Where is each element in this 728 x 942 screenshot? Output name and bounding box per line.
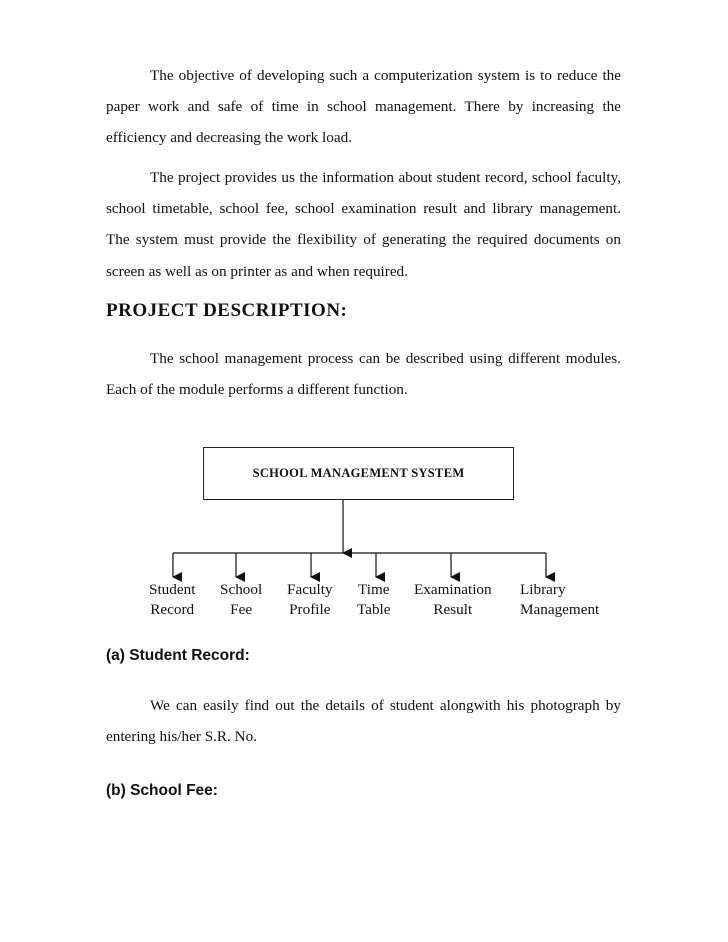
module-line: Management xyxy=(520,601,600,618)
module-school-fee xyxy=(220,580,262,620)
module-faculty-profile xyxy=(287,580,333,620)
project-description-heading: PROJECT DESCRIPTION: xyxy=(106,300,348,321)
module-line: Student xyxy=(149,581,196,598)
module-line: Result xyxy=(433,601,473,618)
module-line: Table xyxy=(357,601,391,618)
system-box: SCHOOL MANAGEMENT SYSTEM xyxy=(203,447,514,500)
module-line: Time xyxy=(357,581,390,598)
objective-paragraph: The objective of developing such a computerization system is to reduce the paper work and safe of time in school management. There by increasing the efficiency and decreasing the work load. xyxy=(106,67,621,147)
module-line: School xyxy=(220,581,263,598)
module-student-record xyxy=(149,580,195,620)
module-library-management xyxy=(520,580,599,620)
module-time-table xyxy=(357,580,391,620)
module-line: Library xyxy=(520,581,566,598)
school-fee-heading: (b) School Fee: xyxy=(106,782,218,799)
module-line: Record xyxy=(150,601,195,618)
process-paragraph: The school management process can be described using different modules. Each of the module performs a different function. xyxy=(106,350,621,399)
module-line: Examination xyxy=(414,581,492,598)
module-line: Profile xyxy=(289,601,331,618)
module-line: Faculty xyxy=(287,581,333,598)
student-record-heading: (a) Student Record: xyxy=(106,647,250,664)
module-examination-result xyxy=(414,580,492,620)
student-record-paragraph: We can easily find out the details of student alongwith his photograph by entering his/her S.R. No. xyxy=(106,697,621,746)
information-paragraph: The project provides us the information about student record, school faculty, school timetable, school fee, school examination result and library management. The system must provide the flexibility of generating the required documents on screen as well as on printer as and when required. xyxy=(106,169,621,280)
module-line: Fee xyxy=(230,601,253,618)
